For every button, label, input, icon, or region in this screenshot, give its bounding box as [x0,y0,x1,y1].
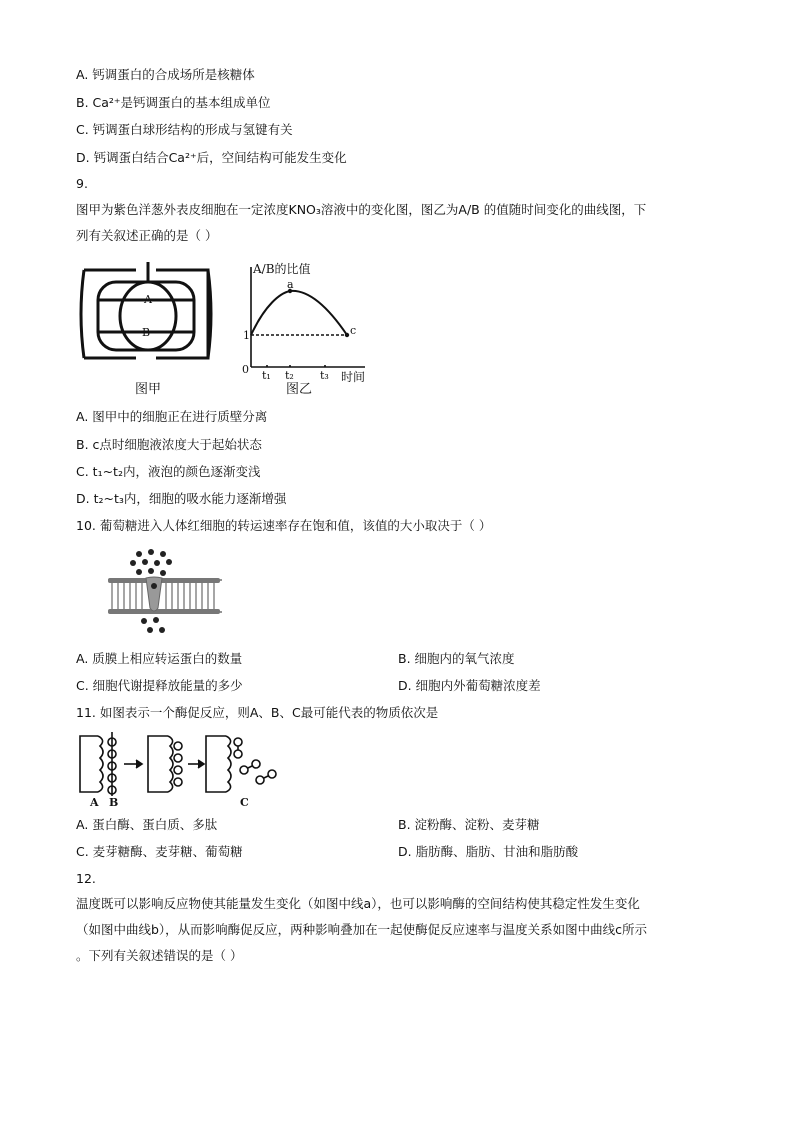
q8-option-c: C. 钙调蛋白球形结构的形成与氢键有关 [76,122,293,137]
q12-stem-line1: 温度既可以影响反应物使其能量发生变化（如图中线a），也可以影响酶的空间结构使其稳定性发生变化 [76,896,640,911]
q9-stem-line2: 列有关叙述正确的是（ ） [76,228,218,243]
q9-option-c: C. t₁~t₂内，液泡的颜色逐渐变浅 [76,464,261,479]
fig-jia-caption: 图甲 [134,382,162,397]
point-c-marker [345,333,349,337]
q10-option-b: B. 细胞内的氧气浓度 [398,651,515,666]
fig-yi-origin: 0 [242,363,249,376]
fig-yi-tick-1: 1 [243,329,250,342]
membrane-transport-figure [106,548,224,638]
q8-option-a: A. 钙调蛋白的合成场所是核糖体 [76,67,255,82]
q8-option-d: D. 钙调蛋白结合Ca²⁺后，空间结构可能发生变化 [76,150,347,165]
fig-jia-label-a: A [144,293,152,306]
q9-number: 9. [76,176,88,191]
q12-stem-line2: （如图中曲线b），从而影响酶促反应，两种影响叠加在一起使酶促反应速率与温度关系如图中曲线c所示 [76,922,648,937]
q10-stem: 10. 葡萄糖进入人体红细胞的转运速率存在饱和值，该值的大小取决于（ ） [76,518,492,533]
fig11-label-b: B [109,796,119,809]
q12-number: 12. [76,871,96,886]
q11-option-a: A. 蛋白酶、蛋白质、多肽 [76,817,218,832]
q10-option-c: C. 细胞代谢提释放能量的多少 [76,678,243,693]
figure-yi [235,255,380,395]
fig11-label-a: A [90,796,99,809]
fig-jia-label-b: B [141,326,151,339]
fig-yi-caption: 图乙 [285,382,313,397]
q11-stem: 11. 如图表示一个酶促反应，则A、B、C最可能代表的物质依次是 [76,705,439,720]
figure-jia [76,260,216,400]
fig-yi-ylabel: A/B的比值 [253,262,311,276]
q9-stem-line1: 图甲为紫色洋葱外表皮细胞在一定浓度KNO₃溶液中的变化图，图乙为A/B 的值随时间变化的曲线图，下 [76,202,647,217]
fig-yi-xlabel: 时间 [341,370,366,384]
fig-yi-point-c: c [350,324,357,337]
fig-yi-t2: t₂ [285,369,294,382]
fig-yi-t1: t₁ [262,369,271,382]
enzyme-reaction-figure [76,730,286,810]
q11-option-c: C. 麦芽糖酶、麦芽糖、葡萄糖 [76,844,243,859]
q11-option-d: D. 脂肪酶、脂肪、甘油和脂肪酸 [398,844,579,859]
q10-option-a: A. 质膜上相应转运蛋白的数量 [76,651,243,666]
q9-option-d: D. t₂~t₃内，细胞的吸水能力逐渐增强 [76,491,287,506]
q8-option-b: B. Ca²⁺是钙调蛋白的基本组成单位 [76,95,271,110]
fig11-label-c: C [240,796,249,809]
q12-stem-line3: 。下列有关叙述错误的是（ ） [76,948,243,963]
q9-option-b: B. c点时细胞液浓度大于起始状态 [76,437,262,452]
fig-yi-t3: t₃ [320,369,329,382]
fig-yi-point-a: a [287,278,294,291]
q11-option-b: B. 淀粉酶、淀粉、麦芽糖 [398,817,540,832]
q10-option-d: D. 细胞内外葡萄糖浓度差 [398,678,541,693]
q9-option-a: A. 图甲中的细胞正在进行质壁分离 [76,409,268,424]
